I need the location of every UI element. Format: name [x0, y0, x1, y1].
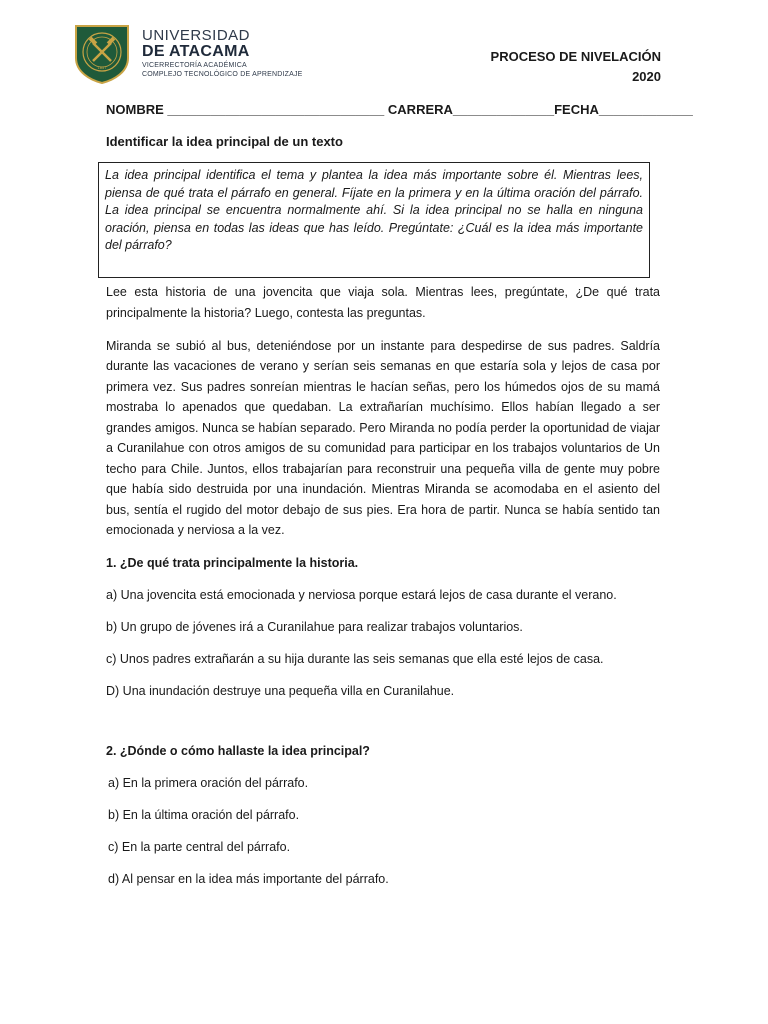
instruction-paragraph: Lee esta historia de una jovencita que viaja sola. Mientras lees, pregúntate, ¿De qué trata principalmente la historia? Luego, contesta las preguntas. [106, 284, 660, 320]
question-1-option-d: D) Una inundación destruye una pequeña villa en Curanilahue. [106, 683, 455, 698]
university-brand [142, 28, 382, 79]
story-paragraph: Miranda se subió al bus, deteniéndose por un instante para despedirse de sus padres. Saldría durante las vacaciones de verano y serían seis semanas en que estaría sola y lejos de casa por primera vez. Sus padres sonreían mientras le hacían señas, pero los húmedos ojos de su mamá mostraba lo apenados que quedaban. La extrañarían muchísimo. Ellos habían llegado a ser grandes amigos. Nunca se habían separado. Pero Miranda no podía perder la oportunidad de viajar a Curanilahue con otros amigos de su comunidad para participar en los trabajos voluntarios de Un techo para Chile. Juntos, ellos trabajarían para reconstruir una pequeña villa de gente muy pobre que había sido destruida por una inundación. Mientras Miranda se acomodaba en el asiento del bus, sentía el rugido del motor debajo de sus pies. Era hora de partir. Nunca se había sentido tan emocionada y nerviosa a la vez. [106, 338, 660, 538]
question-2-option-a: a) En la primera oración del párrafo. [108, 775, 309, 790]
question-1-option-a: a) Una jovencita está emocionada y nerviosa porque estará lejos de casa durante el verano. [106, 587, 617, 602]
university-name-line1: UNIVERSIDAD [142, 27, 251, 44]
question-1-title: 1. ¿De qué trata principalmente la historia. [106, 555, 359, 570]
process-title: PROCESO DE NIVELACIÓN [490, 49, 661, 64]
student-info-line: NOMBRE ______________________________ CARRERA______________FECHA_____________ [106, 102, 693, 117]
question-2-title: 2. ¿Dónde o cómo hallaste la idea principal? [106, 743, 370, 758]
question-1-option-c: c) Unos padres extrañarán a su hija durante las seis semanas que ella esté lejos de casa. [106, 651, 604, 666]
question-2-option-c: c) En la parte central del párrafo. [108, 839, 291, 854]
section-title: Identificar la idea principal de un texto [106, 134, 343, 149]
question-1-option-b: b) Un grupo de jóvenes irá a Curanilahue para realizar trabajos voluntarios. [106, 619, 523, 634]
process-year: 2020 [632, 69, 661, 84]
logo-year: 1857 [97, 65, 107, 70]
question-2-option-d: d) Al pensar en la idea más importante del párrafo. [108, 871, 389, 886]
process-heading [491, 47, 661, 87]
definition-box: La idea principal identifica el tema y plantea la idea más importante sobre él. Mientras lees, piensa de qué trata el párrafo en general. Fíjate en la primera y en la última oración del párrafo. La idea principal se encuentra normalmente ahí. Si la idea principal no se halla en ninguna oración, piensa en todas las ideas que has leído. Pregúntate: ¿Cuál es la idea más importante del párrafo? [98, 162, 650, 278]
university-shield-logo [72, 22, 132, 84]
question-2-option-b: b) En la última oración del párrafo. [108, 807, 300, 822]
university-name-line2: DE ATACAMA [142, 43, 250, 60]
vicerrectoria-label: VICERRECTORÍA ACADÉMICA [142, 62, 247, 69]
complejo-label: COMPLEJO TECNOLÓGICO DE APRENDIZAJE [142, 71, 303, 78]
document-body [105, 100, 693, 889]
